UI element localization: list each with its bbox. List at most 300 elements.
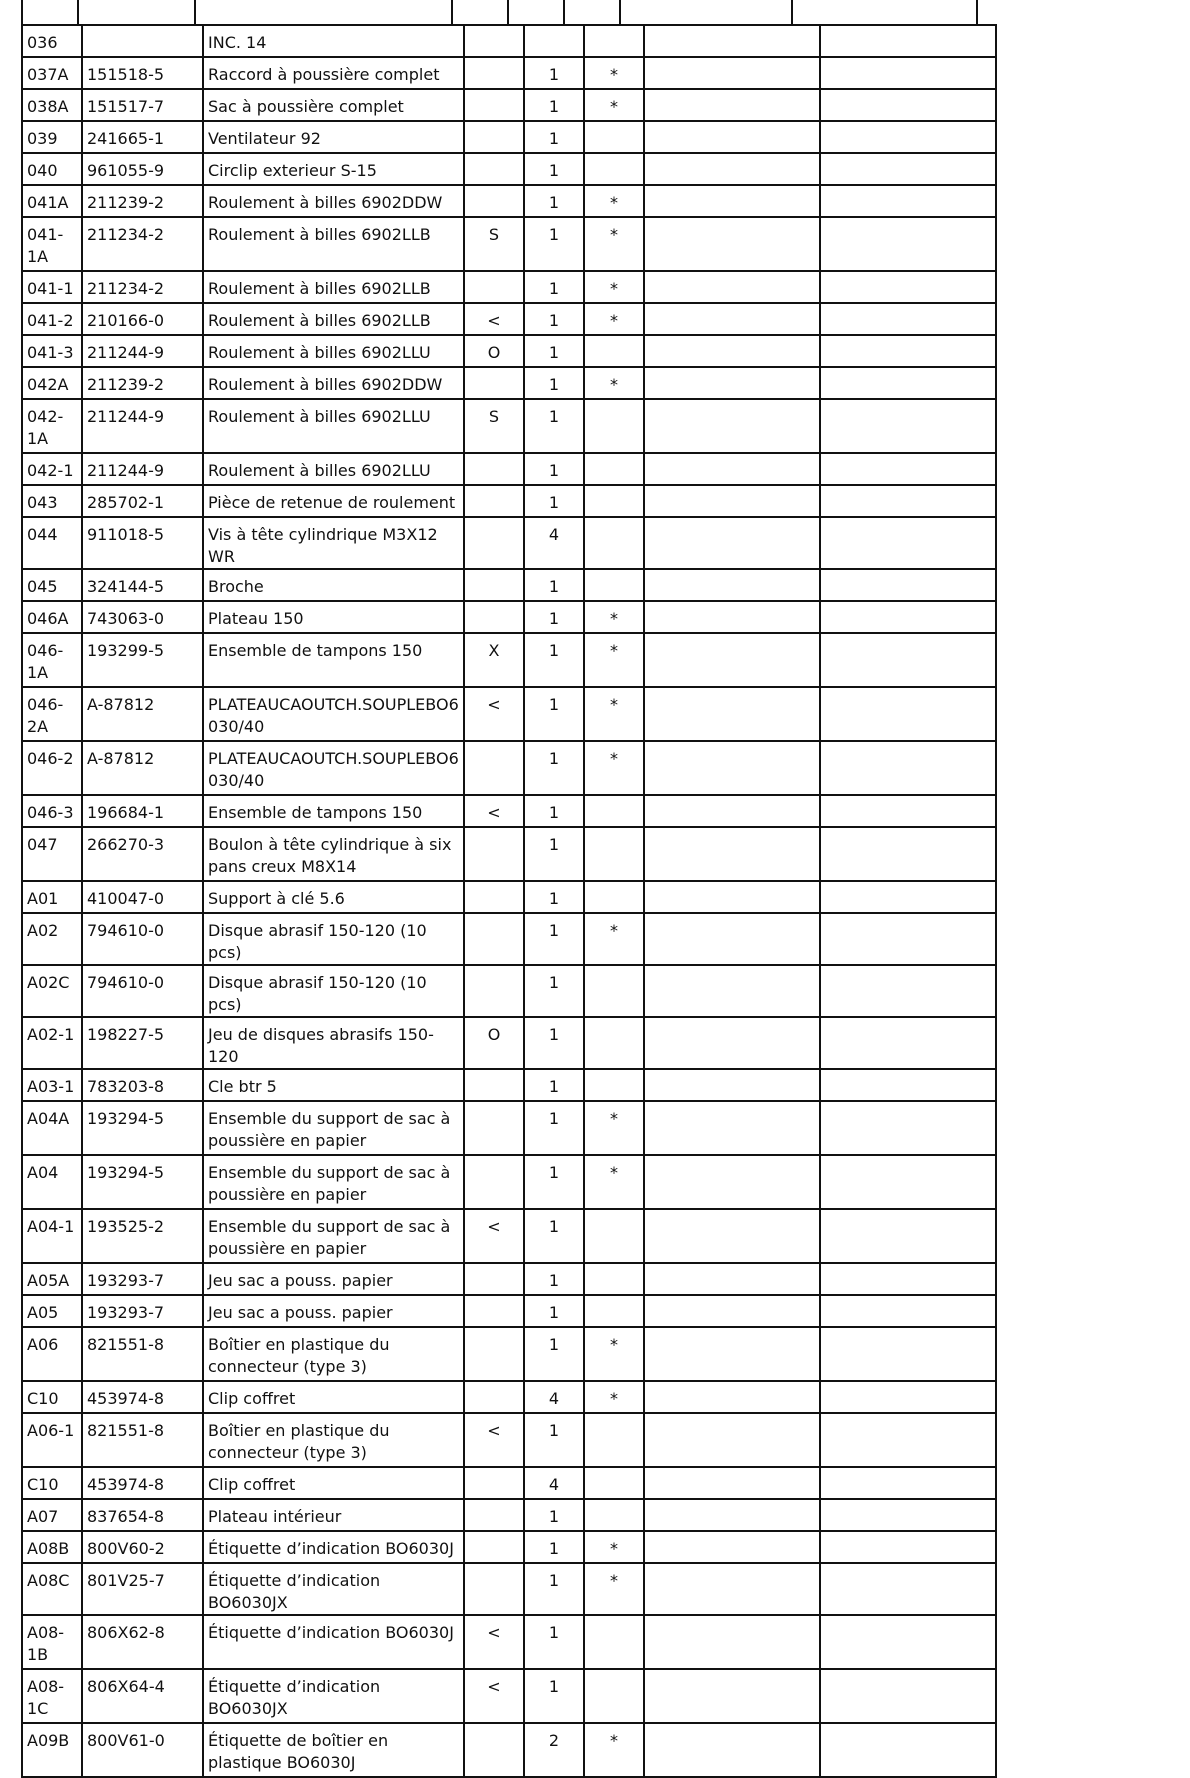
table-row bbox=[22, 1669, 996, 1723]
flag-cell bbox=[584, 795, 644, 827]
flag-cell bbox=[584, 881, 644, 913]
part-number-cell: A-87812 bbox=[82, 687, 203, 741]
note-cell bbox=[464, 185, 524, 217]
note-cell bbox=[464, 1499, 524, 1531]
note-cell bbox=[464, 89, 524, 121]
empty-cell bbox=[644, 1263, 820, 1295]
parts-table bbox=[21, 24, 997, 1778]
table-row bbox=[22, 1563, 996, 1615]
flag-cell bbox=[584, 121, 644, 153]
part-number-cell: 193294-5 bbox=[82, 1101, 203, 1155]
position-cell: 039 bbox=[22, 121, 82, 153]
empty-cell bbox=[820, 1615, 996, 1669]
table-row bbox=[22, 217, 996, 271]
description-cell: Roulement à billes 6902LLB bbox=[203, 303, 464, 335]
part-number-cell: 324144-5 bbox=[82, 569, 203, 601]
quantity-cell: 1 bbox=[524, 57, 584, 89]
table-row bbox=[22, 827, 996, 881]
position-cell: 041-1 bbox=[22, 271, 82, 303]
part-number-cell: 198227-5 bbox=[82, 1017, 203, 1069]
flag-cell bbox=[584, 153, 644, 185]
quantity-cell: 1 bbox=[524, 335, 584, 367]
table-row bbox=[22, 965, 996, 1017]
quantity-cell: 1 bbox=[524, 89, 584, 121]
table-row bbox=[22, 741, 996, 795]
position-cell: 046-2A bbox=[22, 687, 82, 741]
note-cell bbox=[464, 121, 524, 153]
flag-cell: * bbox=[584, 633, 644, 687]
empty-cell bbox=[644, 741, 820, 795]
part-number-cell: 211244-9 bbox=[82, 399, 203, 453]
part-number-cell: A-87812 bbox=[82, 741, 203, 795]
parts-table-body bbox=[22, 25, 996, 1777]
part-number-cell: 193525-2 bbox=[82, 1209, 203, 1263]
position-cell: 038A bbox=[22, 89, 82, 121]
flag-cell bbox=[584, 399, 644, 453]
position-cell: 040 bbox=[22, 153, 82, 185]
empty-cell bbox=[644, 89, 820, 121]
flag-cell bbox=[584, 485, 644, 517]
description-cell: PLATEAUCAOUTCH.SOUPLEBO6030/40 bbox=[203, 741, 464, 795]
position-cell: A08C bbox=[22, 1563, 82, 1615]
part-number-cell: 794610-0 bbox=[82, 913, 203, 965]
empty-cell bbox=[644, 913, 820, 965]
quantity-cell: 1 bbox=[524, 687, 584, 741]
empty-cell bbox=[820, 913, 996, 965]
part-number-cell: 151518-5 bbox=[82, 57, 203, 89]
quantity-cell: 1 bbox=[524, 913, 584, 965]
note-cell: < bbox=[464, 1413, 524, 1467]
empty-cell bbox=[820, 1017, 996, 1069]
position-cell: A03-1 bbox=[22, 1069, 82, 1101]
table-row bbox=[22, 1499, 996, 1531]
position-cell: A06-1 bbox=[22, 1413, 82, 1467]
table-row bbox=[22, 367, 996, 399]
table-row bbox=[22, 335, 996, 367]
empty-cell bbox=[644, 1381, 820, 1413]
note-cell: < bbox=[464, 795, 524, 827]
table-row bbox=[22, 153, 996, 185]
note-cell bbox=[464, 271, 524, 303]
note-cell bbox=[464, 601, 524, 633]
table-row bbox=[22, 1381, 996, 1413]
table-row bbox=[22, 569, 996, 601]
description-cell: Roulement à billes 6902LLU bbox=[203, 453, 464, 485]
quantity-cell: 1 bbox=[524, 153, 584, 185]
flag-cell: * bbox=[584, 367, 644, 399]
table-row bbox=[22, 57, 996, 89]
description-cell: Vis à tête cylindrique M3X12 WR bbox=[203, 517, 464, 569]
empty-cell bbox=[820, 367, 996, 399]
empty-cell bbox=[820, 601, 996, 633]
table-row bbox=[22, 1615, 996, 1669]
flag-cell: * bbox=[584, 1723, 644, 1777]
part-number-cell: 211244-9 bbox=[82, 335, 203, 367]
description-cell: Ensemble de tampons 150 bbox=[203, 633, 464, 687]
table-row bbox=[22, 1155, 996, 1209]
description-cell: Roulement à billes 6902LLU bbox=[203, 335, 464, 367]
empty-cell bbox=[820, 1155, 996, 1209]
empty-cell bbox=[820, 1499, 996, 1531]
empty-cell bbox=[644, 881, 820, 913]
description-cell: Boulon à tête cylindrique à six pans creux M8X14 bbox=[203, 827, 464, 881]
flag-cell: * bbox=[584, 1531, 644, 1563]
position-cell: 046-2 bbox=[22, 741, 82, 795]
part-number-cell: 453974-8 bbox=[82, 1381, 203, 1413]
position-cell: 047 bbox=[22, 827, 82, 881]
note-cell bbox=[464, 1069, 524, 1101]
table-row bbox=[22, 1017, 996, 1069]
description-cell: Disque abrasif 150-120 (10 pcs) bbox=[203, 913, 464, 965]
position-cell: A04-1 bbox=[22, 1209, 82, 1263]
table-row bbox=[22, 795, 996, 827]
position-cell: A06 bbox=[22, 1327, 82, 1381]
note-cell: < bbox=[464, 687, 524, 741]
empty-cell bbox=[644, 517, 820, 569]
empty-cell bbox=[644, 687, 820, 741]
position-cell: 036 bbox=[22, 25, 82, 57]
empty-cell bbox=[820, 517, 996, 569]
empty-cell bbox=[644, 153, 820, 185]
flag-cell bbox=[584, 517, 644, 569]
position-cell: 045 bbox=[22, 569, 82, 601]
empty-cell bbox=[820, 335, 996, 367]
empty-cell bbox=[644, 601, 820, 633]
empty-cell bbox=[820, 185, 996, 217]
empty-cell bbox=[644, 335, 820, 367]
quantity-cell: 1 bbox=[524, 185, 584, 217]
empty-cell bbox=[820, 303, 996, 335]
description-cell: Jeu sac a pouss. papier bbox=[203, 1295, 464, 1327]
part-number-cell: 266270-3 bbox=[82, 827, 203, 881]
empty-cell bbox=[820, 89, 996, 121]
quantity-cell: 1 bbox=[524, 1017, 584, 1069]
empty-cell bbox=[644, 569, 820, 601]
empty-cell bbox=[820, 687, 996, 741]
flag-cell: * bbox=[584, 271, 644, 303]
description-cell: Roulement à billes 6902DDW bbox=[203, 367, 464, 399]
flag-cell: * bbox=[584, 1155, 644, 1209]
empty-cell bbox=[820, 881, 996, 913]
note-cell: S bbox=[464, 217, 524, 271]
empty-cell bbox=[820, 1413, 996, 1467]
empty-cell bbox=[644, 965, 820, 1017]
empty-cell bbox=[820, 1069, 996, 1101]
flag-cell bbox=[584, 965, 644, 1017]
empty-cell bbox=[820, 1209, 996, 1263]
empty-cell bbox=[820, 827, 996, 881]
table-row bbox=[22, 1531, 996, 1563]
empty-cell bbox=[820, 271, 996, 303]
flag-cell: * bbox=[584, 1563, 644, 1615]
quantity-cell: 4 bbox=[524, 1467, 584, 1499]
empty-cell bbox=[644, 1723, 820, 1777]
quantity-cell: 2 bbox=[524, 1723, 584, 1777]
table-row bbox=[22, 453, 996, 485]
empty-cell bbox=[644, 1295, 820, 1327]
part-number-cell: 410047-0 bbox=[82, 881, 203, 913]
description-cell: Roulement à billes 6902LLB bbox=[203, 271, 464, 303]
quantity-cell: 1 bbox=[524, 1531, 584, 1563]
position-cell: 046-1A bbox=[22, 633, 82, 687]
empty-cell bbox=[644, 1531, 820, 1563]
flag-cell: * bbox=[584, 217, 644, 271]
table-row bbox=[22, 303, 996, 335]
part-number-cell: 837654-8 bbox=[82, 1499, 203, 1531]
empty-cell bbox=[820, 1381, 996, 1413]
quantity-cell: 1 bbox=[524, 453, 584, 485]
table-row bbox=[22, 1101, 996, 1155]
description-cell: Étiquette d’indication BO6030JX bbox=[203, 1669, 464, 1723]
description-cell: Étiquette de boîtier en plastique BO6030J bbox=[203, 1723, 464, 1777]
empty-cell bbox=[820, 1467, 996, 1499]
description-cell: Sac à poussière complet bbox=[203, 89, 464, 121]
position-cell: A02 bbox=[22, 913, 82, 965]
flag-cell bbox=[584, 827, 644, 881]
empty-cell bbox=[644, 1563, 820, 1615]
position-cell: 043 bbox=[22, 485, 82, 517]
flag-cell: * bbox=[584, 57, 644, 89]
empty-cell bbox=[820, 1263, 996, 1295]
note-cell: < bbox=[464, 1209, 524, 1263]
note-cell bbox=[464, 1467, 524, 1499]
description-cell: Ensemble de tampons 150 bbox=[203, 795, 464, 827]
note-cell bbox=[464, 517, 524, 569]
part-number-cell: 743063-0 bbox=[82, 601, 203, 633]
note-cell bbox=[464, 741, 524, 795]
empty-cell bbox=[644, 271, 820, 303]
empty-cell bbox=[644, 121, 820, 153]
part-number-cell: 801V25-7 bbox=[82, 1563, 203, 1615]
note-cell bbox=[464, 913, 524, 965]
empty-cell bbox=[820, 1723, 996, 1777]
description-cell: Roulement à billes 6902DDW bbox=[203, 185, 464, 217]
flag-cell: * bbox=[584, 303, 644, 335]
description-cell: Ensemble du support de sac à poussière en papier bbox=[203, 1209, 464, 1263]
description-cell: Boîtier en plastique du connecteur (type 3) bbox=[203, 1327, 464, 1381]
part-number-cell: 210166-0 bbox=[82, 303, 203, 335]
description-cell: Support à clé 5.6 bbox=[203, 881, 464, 913]
empty-cell bbox=[644, 1467, 820, 1499]
description-cell: Circlip exterieur S-15 bbox=[203, 153, 464, 185]
quantity-cell: 1 bbox=[524, 1615, 584, 1669]
description-cell: Boîtier en plastique du connecteur (type 3) bbox=[203, 1413, 464, 1467]
quantity-cell: 1 bbox=[524, 485, 584, 517]
quantity-cell: 1 bbox=[524, 399, 584, 453]
part-number-cell: 806X62-8 bbox=[82, 1615, 203, 1669]
empty-cell bbox=[820, 121, 996, 153]
quantity-cell: 1 bbox=[524, 1101, 584, 1155]
empty-cell bbox=[644, 185, 820, 217]
table-row bbox=[22, 601, 996, 633]
position-cell: 044 bbox=[22, 517, 82, 569]
position-cell: A08-1C bbox=[22, 1669, 82, 1723]
flag-cell bbox=[584, 1467, 644, 1499]
flag-cell bbox=[584, 1499, 644, 1531]
position-cell: 041-3 bbox=[22, 335, 82, 367]
empty-cell bbox=[644, 399, 820, 453]
note-cell: O bbox=[464, 1017, 524, 1069]
description-cell: Jeu de disques abrasifs 150-120 bbox=[203, 1017, 464, 1069]
note-cell bbox=[464, 57, 524, 89]
empty-cell bbox=[820, 57, 996, 89]
flag-cell: * bbox=[584, 601, 644, 633]
note-cell bbox=[464, 1263, 524, 1295]
part-number-cell: 783203-8 bbox=[82, 1069, 203, 1101]
part-number-cell: 211239-2 bbox=[82, 185, 203, 217]
table-row bbox=[22, 1209, 996, 1263]
empty-cell bbox=[644, 827, 820, 881]
position-cell: 042-1A bbox=[22, 399, 82, 453]
quantity-cell: 1 bbox=[524, 1669, 584, 1723]
flag-cell: * bbox=[584, 1327, 644, 1381]
position-cell: 046-3 bbox=[22, 795, 82, 827]
position-cell: C10 bbox=[22, 1467, 82, 1499]
table-row bbox=[22, 1069, 996, 1101]
flag-cell: * bbox=[584, 185, 644, 217]
empty-cell bbox=[644, 1017, 820, 1069]
table-row bbox=[22, 1263, 996, 1295]
quantity-cell: 1 bbox=[524, 1563, 584, 1615]
note-cell bbox=[464, 367, 524, 399]
quantity-cell: 1 bbox=[524, 303, 584, 335]
note-cell bbox=[464, 1531, 524, 1563]
description-cell: INC. 14 bbox=[203, 25, 464, 57]
table-continuation-lines bbox=[21, 0, 978, 24]
note-cell: < bbox=[464, 303, 524, 335]
empty-cell bbox=[820, 741, 996, 795]
flag-cell bbox=[584, 1209, 644, 1263]
table-row bbox=[22, 89, 996, 121]
flag-cell bbox=[584, 25, 644, 57]
table-row bbox=[22, 1467, 996, 1499]
quantity-cell: 1 bbox=[524, 633, 584, 687]
table-row bbox=[22, 1295, 996, 1327]
position-cell: 037A bbox=[22, 57, 82, 89]
empty-cell bbox=[644, 367, 820, 399]
flag-cell bbox=[584, 1295, 644, 1327]
note-cell: X bbox=[464, 633, 524, 687]
table-row bbox=[22, 185, 996, 217]
empty-cell bbox=[820, 633, 996, 687]
part-number-cell: 794610-0 bbox=[82, 965, 203, 1017]
table-row bbox=[22, 121, 996, 153]
empty-cell bbox=[644, 1499, 820, 1531]
part-number-cell bbox=[82, 25, 203, 57]
note-cell bbox=[464, 1723, 524, 1777]
position-cell: 046A bbox=[22, 601, 82, 633]
table-row bbox=[22, 687, 996, 741]
note-cell bbox=[464, 965, 524, 1017]
empty-cell bbox=[644, 485, 820, 517]
empty-cell bbox=[820, 1327, 996, 1381]
position-cell: A05A bbox=[22, 1263, 82, 1295]
description-cell: Ensemble du support de sac à poussière en papier bbox=[203, 1155, 464, 1209]
position-cell: A02C bbox=[22, 965, 82, 1017]
quantity-cell: 1 bbox=[524, 741, 584, 795]
empty-cell bbox=[644, 453, 820, 485]
note-cell bbox=[464, 881, 524, 913]
description-cell: Roulement à billes 6902LLB bbox=[203, 217, 464, 271]
description-cell: Clip coffret bbox=[203, 1381, 464, 1413]
empty-cell bbox=[820, 217, 996, 271]
quantity-cell: 1 bbox=[524, 965, 584, 1017]
table-row bbox=[22, 1327, 996, 1381]
empty-cell bbox=[644, 25, 820, 57]
description-cell: Pièce de retenue de roulement bbox=[203, 485, 464, 517]
position-cell: A02-1 bbox=[22, 1017, 82, 1069]
description-cell: Clip coffret bbox=[203, 1467, 464, 1499]
empty-cell bbox=[820, 1295, 996, 1327]
position-cell: 042-1 bbox=[22, 453, 82, 485]
note-cell bbox=[464, 25, 524, 57]
quantity-cell: 4 bbox=[524, 517, 584, 569]
empty-cell bbox=[644, 1669, 820, 1723]
empty-cell bbox=[820, 399, 996, 453]
empty-cell bbox=[820, 965, 996, 1017]
note-cell bbox=[464, 1101, 524, 1155]
empty-cell bbox=[820, 1669, 996, 1723]
description-cell: PLATEAUCAOUTCH.SOUPLEBO6030/40 bbox=[203, 687, 464, 741]
part-number-cell: 151517-7 bbox=[82, 89, 203, 121]
flag-cell bbox=[584, 1615, 644, 1669]
flag-cell bbox=[584, 453, 644, 485]
table-row bbox=[22, 1413, 996, 1467]
table-row bbox=[22, 517, 996, 569]
flag-cell: * bbox=[584, 741, 644, 795]
flag-cell bbox=[584, 335, 644, 367]
flag-cell: * bbox=[584, 89, 644, 121]
flag-cell bbox=[584, 1017, 644, 1069]
note-cell: < bbox=[464, 1615, 524, 1669]
flag-cell: * bbox=[584, 1381, 644, 1413]
note-cell bbox=[464, 453, 524, 485]
part-number-cell: 193299-5 bbox=[82, 633, 203, 687]
note-cell bbox=[464, 485, 524, 517]
part-number-cell: 211234-2 bbox=[82, 271, 203, 303]
quantity-cell: 1 bbox=[524, 1413, 584, 1467]
empty-cell bbox=[820, 1531, 996, 1563]
note-cell: < bbox=[464, 1669, 524, 1723]
description-cell: Ensemble du support de sac à poussière en papier bbox=[203, 1101, 464, 1155]
part-number-cell: 821551-8 bbox=[82, 1413, 203, 1467]
empty-cell bbox=[644, 1413, 820, 1467]
description-cell: Étiquette d’indication BO6030J bbox=[203, 1531, 464, 1563]
flag-cell bbox=[584, 1069, 644, 1101]
table-row bbox=[22, 271, 996, 303]
table-row bbox=[22, 881, 996, 913]
empty-cell bbox=[820, 1101, 996, 1155]
description-cell: Ventilateur 92 bbox=[203, 121, 464, 153]
empty-cell bbox=[820, 453, 996, 485]
table-row bbox=[22, 1723, 996, 1777]
note-cell bbox=[464, 1155, 524, 1209]
empty-cell bbox=[644, 1069, 820, 1101]
note-cell bbox=[464, 153, 524, 185]
note-cell bbox=[464, 569, 524, 601]
empty-cell bbox=[644, 1209, 820, 1263]
description-cell: Broche bbox=[203, 569, 464, 601]
part-number-cell: 196684-1 bbox=[82, 795, 203, 827]
part-number-cell: 193293-7 bbox=[82, 1263, 203, 1295]
empty-cell bbox=[644, 217, 820, 271]
part-number-cell: 211234-2 bbox=[82, 217, 203, 271]
position-cell: 041-2 bbox=[22, 303, 82, 335]
position-cell: C10 bbox=[22, 1381, 82, 1413]
quantity-cell: 1 bbox=[524, 1499, 584, 1531]
part-number-cell: 961055-9 bbox=[82, 153, 203, 185]
part-number-cell: 453974-8 bbox=[82, 1467, 203, 1499]
